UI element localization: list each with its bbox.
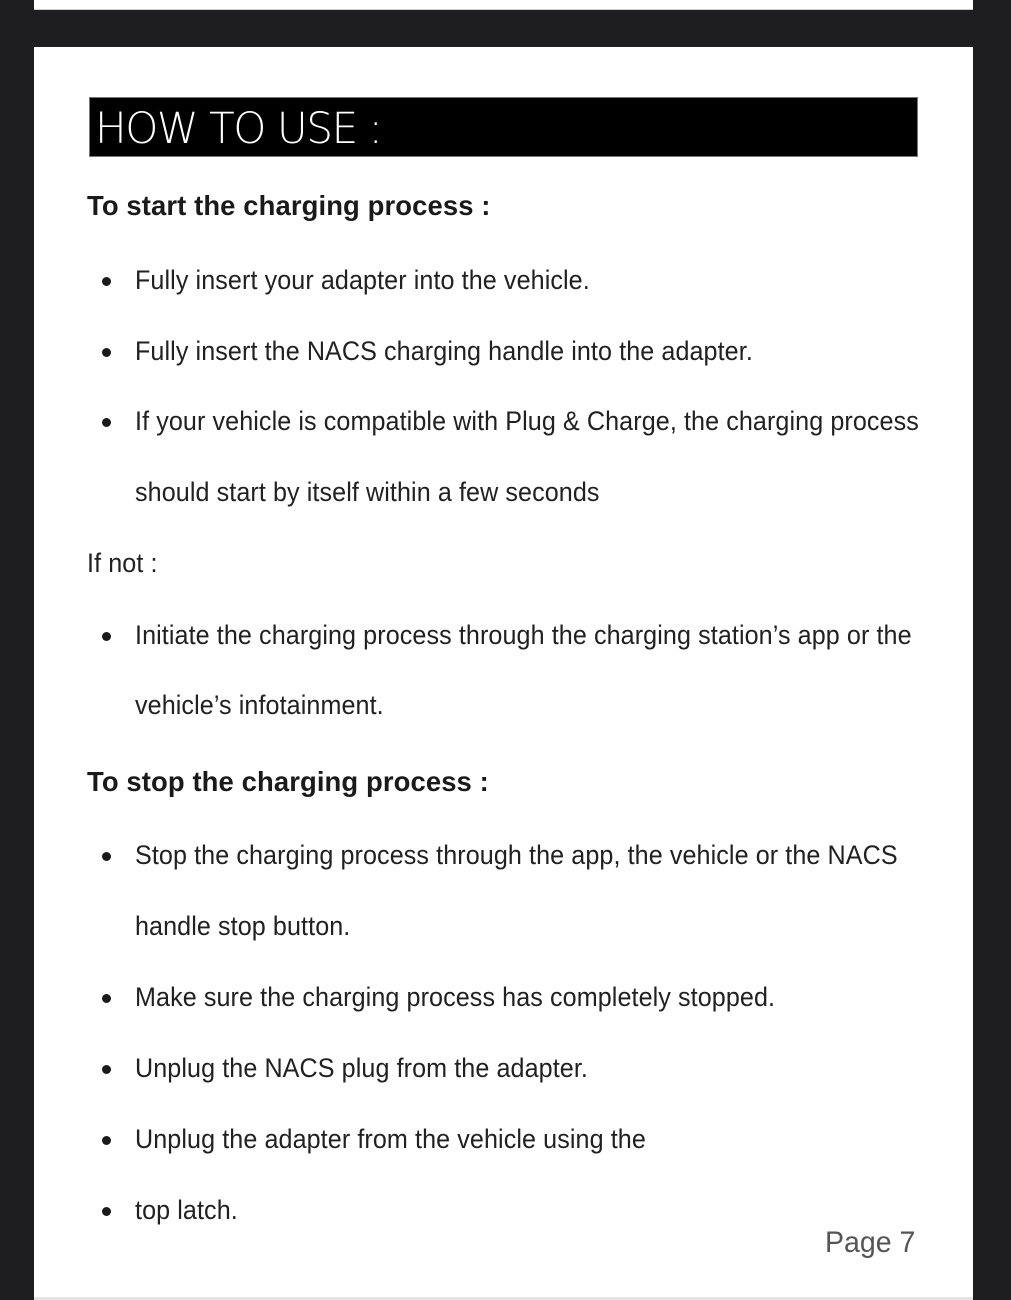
list-item: Fully insert your adapter into the vehicle. xyxy=(135,265,590,295)
list-item: Stop the charging process through the app, the vehicle or the NACS xyxy=(135,840,898,870)
list-item: top latch. xyxy=(135,1195,238,1225)
document-page xyxy=(34,47,973,1300)
list-item: Make sure the charging process has completely stopped. xyxy=(135,982,776,1012)
page-title: HOW TO USE : xyxy=(95,104,382,154)
previous-page-edge xyxy=(34,0,973,10)
bullet-icon xyxy=(102,994,111,1003)
note-label: If not : xyxy=(87,548,158,578)
bullet-icon xyxy=(102,1136,111,1145)
bullet-icon xyxy=(102,348,111,357)
list-item: Unplug the NACS plug from the adapter. xyxy=(135,1053,588,1083)
section-heading-stop: To stop the charging process : xyxy=(87,766,489,797)
list-item: Initiate the charging process through the charging station’s app or the xyxy=(135,620,912,650)
list-item: Fully insert the NACS charging handle into the adapter. xyxy=(135,336,753,366)
bullet-icon xyxy=(102,1065,111,1074)
list-item: If your vehicle is compatible with Plug & Charge, the charging process xyxy=(135,406,919,436)
bullet-icon xyxy=(102,277,111,286)
bullet-icon xyxy=(102,418,111,427)
list-item-continuation: handle stop button. xyxy=(135,911,351,941)
list-item-continuation: vehicle’s infotainment. xyxy=(135,690,384,720)
title-banner xyxy=(89,97,918,157)
page-number: Page 7 xyxy=(825,1226,916,1259)
section-heading-start: To start the charging process : xyxy=(87,190,491,221)
bullet-icon xyxy=(102,1207,111,1216)
bullet-icon xyxy=(102,852,111,861)
list-item-continuation: should start by itself within a few seconds xyxy=(135,477,600,507)
bullet-icon xyxy=(102,632,111,641)
list-item: Unplug the adapter from the vehicle using the xyxy=(135,1124,646,1154)
